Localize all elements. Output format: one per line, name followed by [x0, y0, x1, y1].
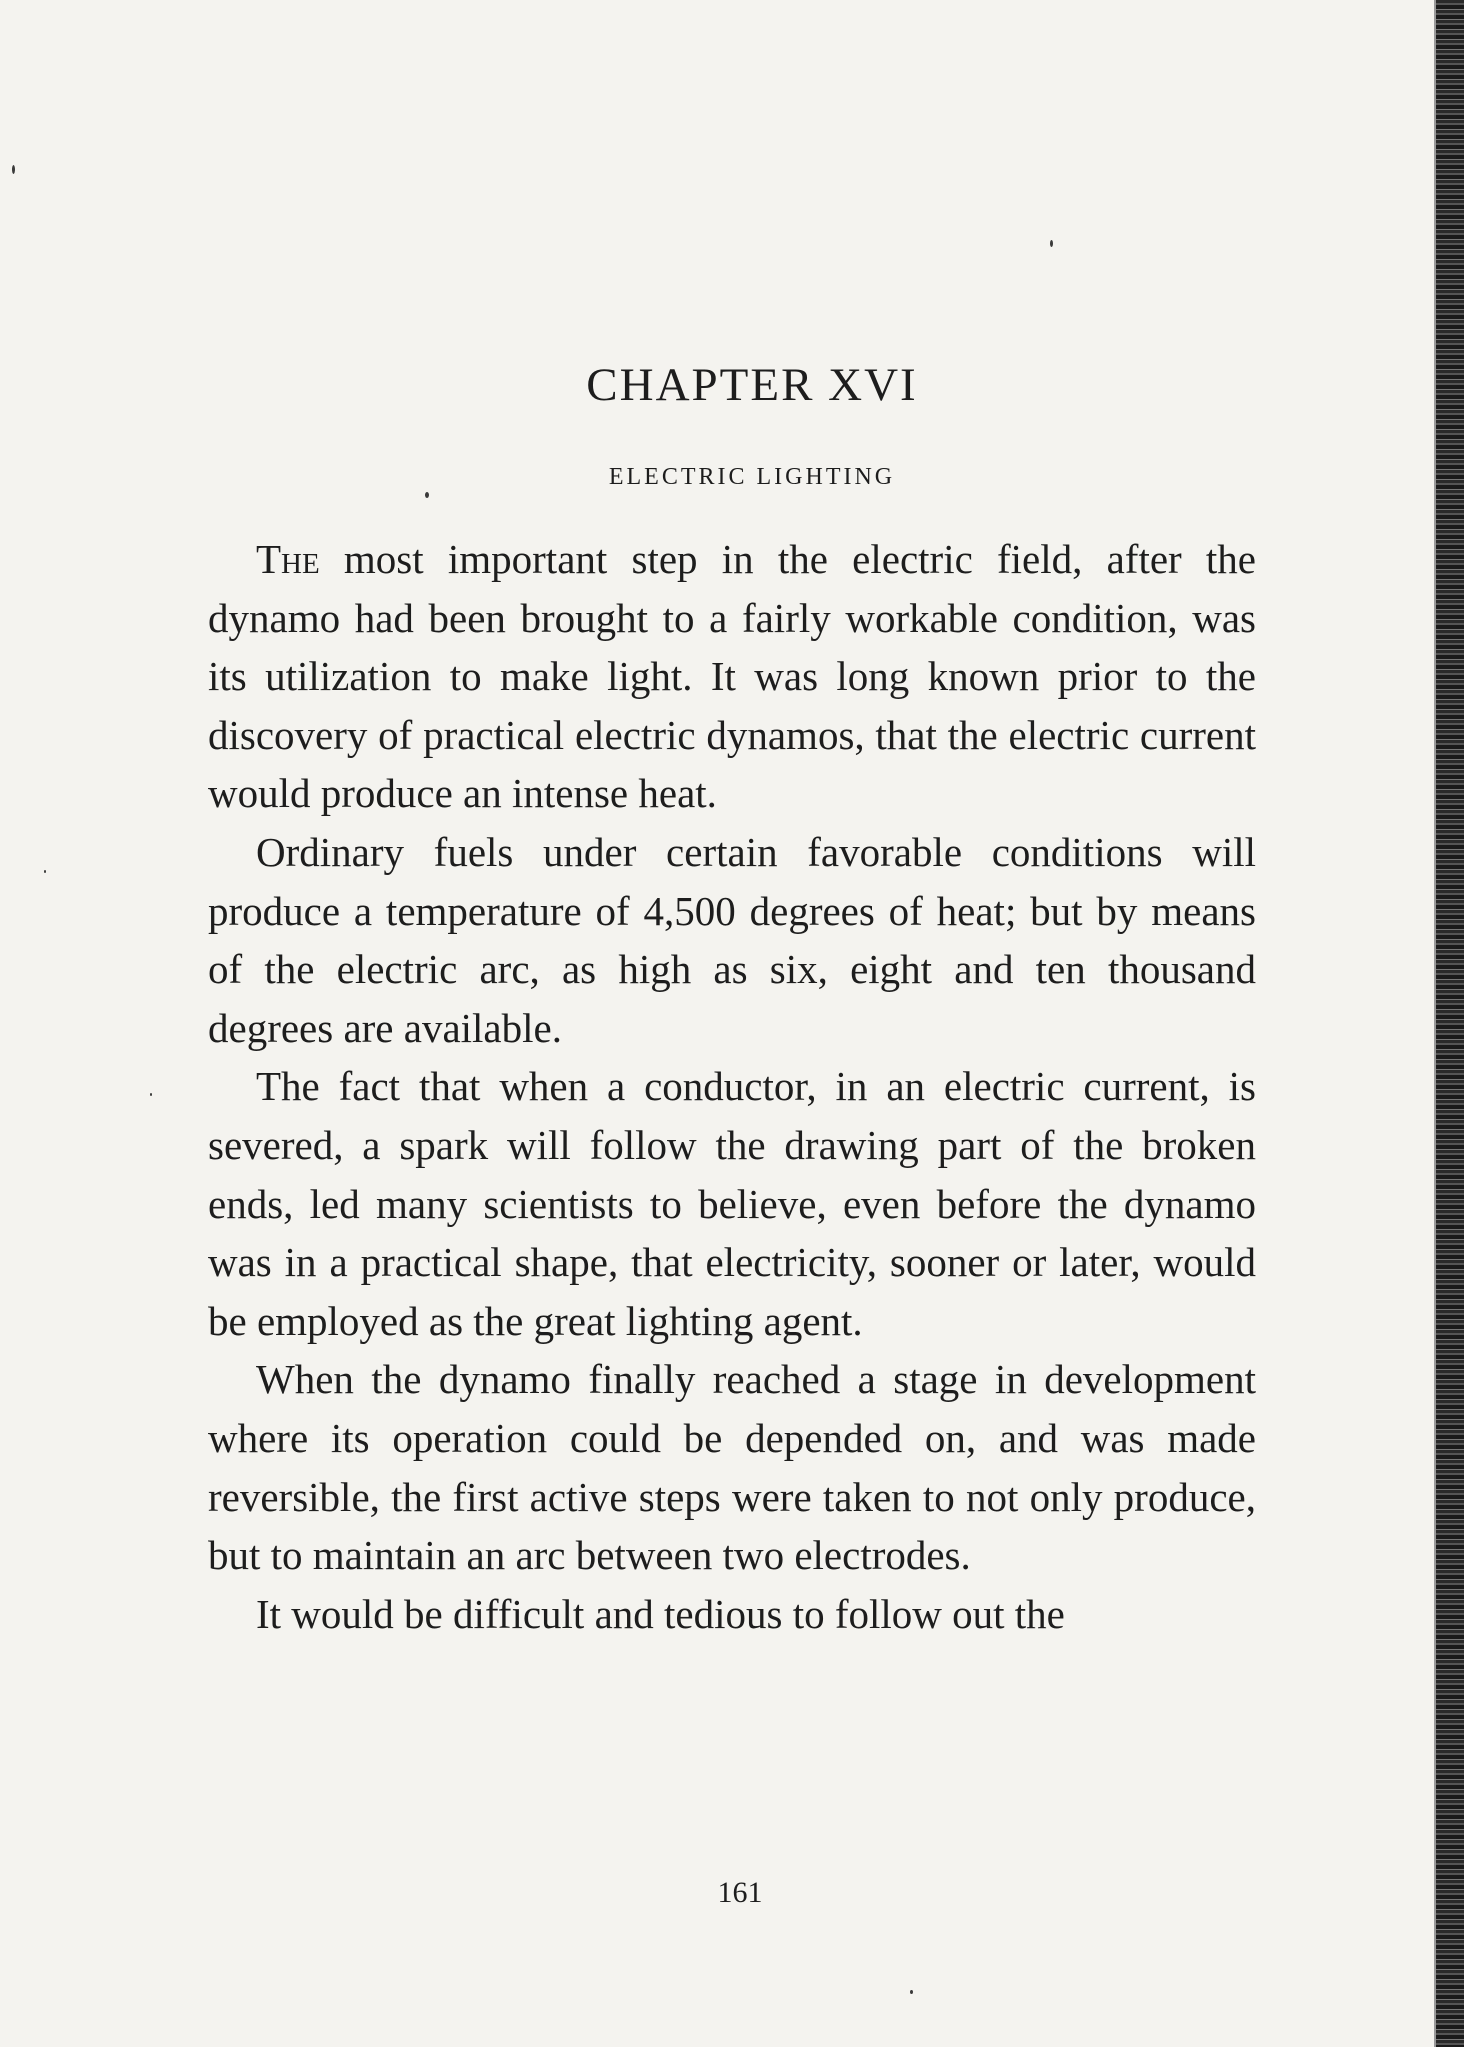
binding-edge	[1434, 0, 1464, 2047]
chapter-subtitle: ELECTRIC LIGHTING	[608, 464, 896, 490]
paper-speck	[1050, 240, 1053, 247]
paper-speck	[12, 165, 15, 174]
chapter-title: CHAPTER XVI	[586, 359, 918, 411]
opening-word: The	[256, 536, 320, 582]
paragraph-5: It would be difficult and tedious to follow out the	[256, 1590, 1065, 1637]
paper-speck	[44, 870, 46, 873]
paragraph-4: When the dynamo finally reached a stage in development where its operation could be depended on, and was made reversible, the first active steps were taken to not only produce, but to maintain an arc between two electrodes.	[208, 1356, 1256, 1579]
paragraph-3: The fact that when a conductor, in an electric current, is severed, a spark will follow the drawing part of the broken ends, led many scientists to believe, even before the dynamo was in a practical shape, that electricity, sooner or later, would be employed as the great lighting agent.	[208, 1063, 1256, 1344]
chapter-body	[208, 530, 1256, 1643]
paragraph-1-text: most important step in the electric field, after the dynamo had been brought to a fairly workable condition, was its utilization to make light. It was long known prior to the discovery of practical electric dynamos, that the electric current would produce an intense heat.	[208, 536, 1256, 817]
page-number: 161	[717, 1876, 763, 1909]
paragraph-2: Ordinary fuels under certain favorable conditions will produce a temperature of 4,500 degrees of heat; but by means of the electric arc, as high as six, eight and ten thousand degrees are available.	[208, 828, 1256, 1051]
paper-speck	[910, 1990, 913, 1994]
paragraph-1	[208, 530, 1256, 823]
paper-speck	[150, 1093, 152, 1096]
paper-speck	[425, 492, 429, 498]
